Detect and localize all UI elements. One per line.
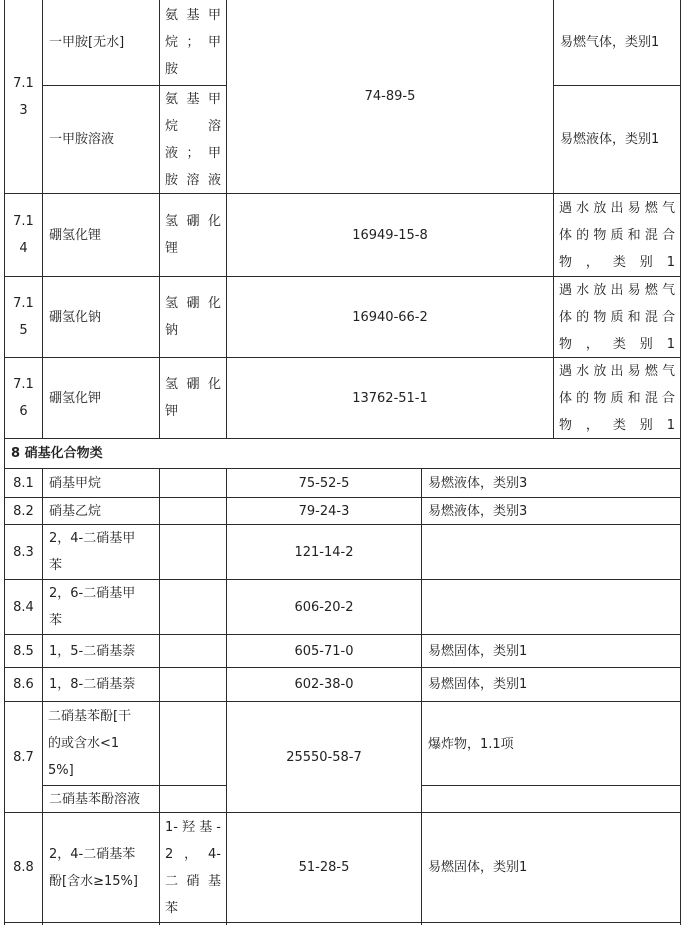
chemical-name: 二硝基苯酚[干 的或含水<1 5%] [48, 709, 132, 778]
hazard-class: 爆炸物，1.1项 [428, 737, 514, 752]
chemical-name: 一甲胺[无水] [49, 35, 125, 50]
hazard-class: 遇水放出易燃气 体的物质和混合 物，类别1 [559, 363, 675, 433]
hazard-class: 遇水放出易燃气 体的物质和混合 物，类别1 [559, 200, 675, 270]
hazard-class: 易燃液体，类别1 [560, 132, 660, 147]
hazard-class: 易燃液体，类别3 [428, 475, 528, 491]
chemical-name: 1，8-二硝基萘 [49, 677, 136, 692]
row-number: 8.7 [13, 749, 34, 765]
chemical-name: 2，6-二硝基甲 苯 [49, 586, 136, 628]
section-heading: 8 硝基化合物类 [11, 446, 103, 461]
chemical-name: 硝基甲烷 [49, 475, 102, 491]
hazard-class: 易燃气体，类别1 [560, 35, 660, 50]
chemical-name: 硼氢化钠 [49, 309, 102, 325]
table-border-right [680, 0, 681, 925]
cas-number: 16949-15-8 [352, 227, 428, 243]
hazard-class: 易燃液体，类别3 [428, 503, 528, 519]
cas-number: 79-24-3 [298, 503, 350, 519]
row-number [5, 0, 42, 193]
chemical-alias: 氨基甲 烷；甲 胺 [165, 8, 221, 77]
hazard-class: 易燃固体，类别1 [428, 677, 528, 692]
cas-number: 51-28-5 [298, 860, 350, 875]
cas-number: 605-71-0 [294, 643, 354, 659]
chemical-name: 硼氢化锂 [49, 227, 102, 243]
row-number: 8.8 [13, 860, 34, 875]
row-number: 7.1 5 [13, 296, 34, 338]
chemical-name: 一甲胺溶液 [49, 132, 115, 147]
row-number: 8.6 [13, 677, 34, 692]
cas-number: 75-52-5 [298, 475, 350, 491]
chemical-alias: 氢硼化 锂 [165, 214, 221, 256]
cas-number: 602-38-0 [294, 677, 354, 692]
row-number: 8.5 [13, 643, 34, 659]
cas-number: 16940-66-2 [352, 309, 428, 325]
grid-line [4, 922, 680, 923]
row-number: 8.2 [13, 503, 34, 519]
cas-number: 25550-58-7 [286, 749, 362, 765]
cas-number: 13762-51-1 [352, 390, 428, 406]
row-number-text: 7.1 3 [13, 75, 34, 118]
chemical-name: 2，4-二硝基甲 苯 [49, 531, 136, 573]
row-number: 8.3 [13, 544, 34, 560]
row-number: 8.1 [13, 475, 34, 491]
cas-number: 606-20-2 [294, 599, 354, 615]
chemical-name: 二硝基苯酚溶液 [49, 791, 141, 807]
chemical-name: 硼氢化钾 [49, 390, 102, 406]
chemical-alias: 1-羟基- 2，4- 二硝基 苯 [165, 819, 221, 916]
grid-line [421, 785, 680, 786]
row-number: 7.1 4 [13, 214, 34, 256]
row-number: 7.1 6 [13, 377, 34, 419]
hazard-class: 遇水放出易燃气 体的物质和混合 物，类别1 [559, 282, 675, 352]
cas-number: 74-89-5 [364, 89, 416, 104]
chemical-alias: 氨基甲 烷 溶 液；甲 胺溶液 [165, 91, 221, 188]
chemical-alias: 氢硼化 钠 [165, 296, 221, 338]
chemical-name: 硝基乙烷 [49, 503, 102, 519]
cas-number: 121-14-2 [294, 544, 354, 560]
chemical-name: 2，4-二硝基苯 酚[含水≥15%] [49, 846, 138, 889]
hazard-class: 易燃固体，类别1 [428, 860, 528, 875]
row-number: 8.4 [13, 599, 34, 615]
chemical-name: 1，5-二硝基萘 [49, 643, 136, 659]
hazard-class: 易燃固体，类别1 [428, 643, 528, 659]
chemical-alias: 氢硼化 钾 [165, 377, 221, 419]
